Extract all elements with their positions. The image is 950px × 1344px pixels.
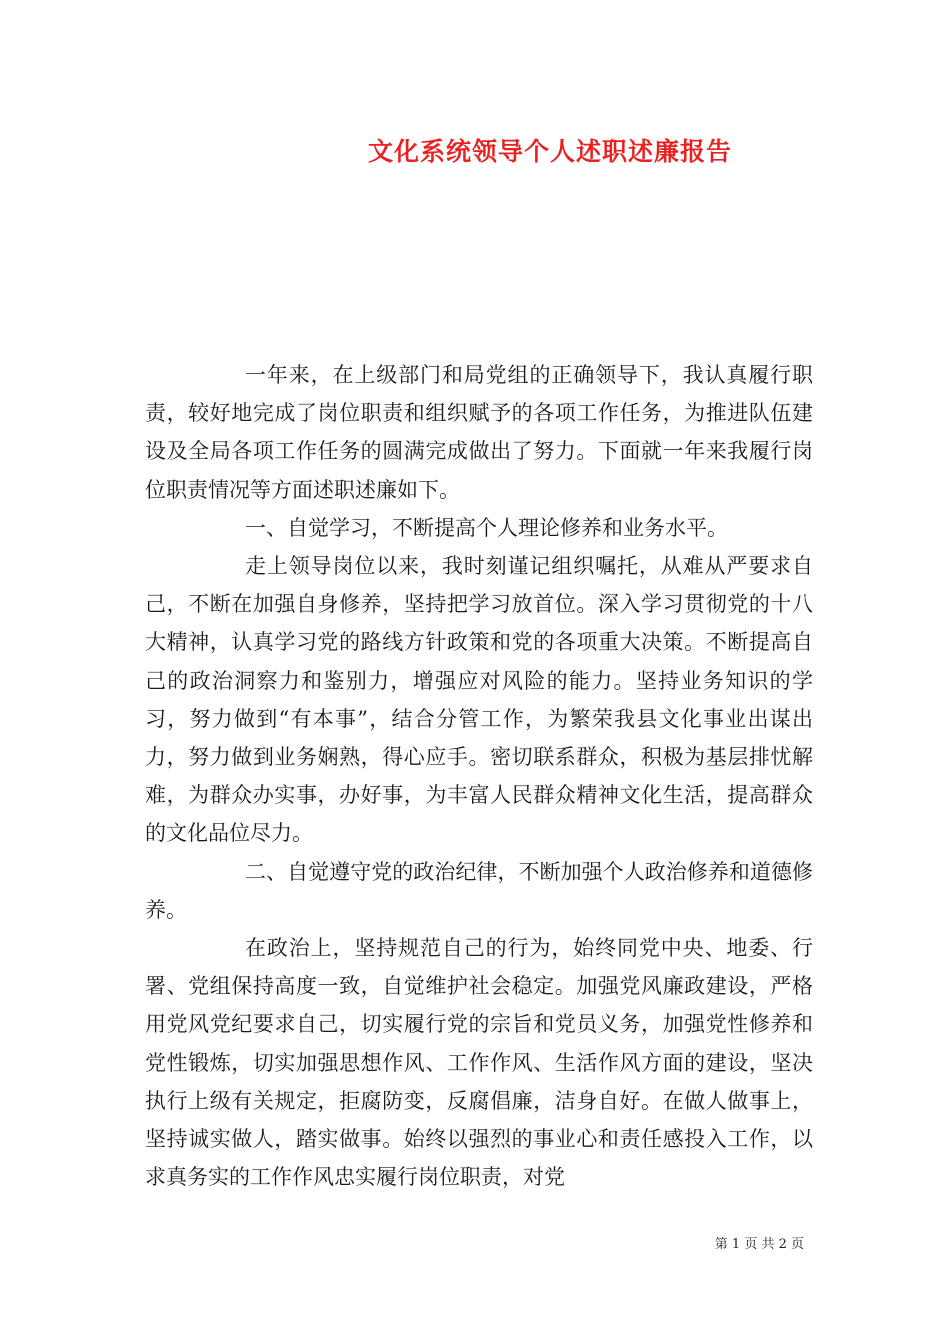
page-number: 第 1 页 共 2 页: [714, 1237, 804, 1252]
document-body: [145, 356, 813, 1196]
section-heading-1: 一、自觉学习，不断提高个人理论修养和业务水平。: [245, 515, 728, 540]
section-heading-2: 二、自觉遵守党的政治纪律，不断加强个人政治修养和道德修养。: [145, 859, 813, 922]
paragraph-intro: 一年来，在上级部门和局党组的正确领导下，我认真履行职责，较好地完成了岗位职责和组织赋予的各项工作任务，为推进队伍建设及全局各项工作任务的圆满完成做出了努力。下面就一年来我履行岗位职责情况等方面述职述廉如下。: [145, 363, 813, 502]
paragraph-section-1: 走上领导岗位以来，我时刻谨记组织嘱托，从难从严要求自己，不断在加强自身修养，坚持把学习放首位。深入学习贯彻党的十八大精神，认真学习党的路线方针政策和党的各项重大决策。不断提高自己的政治洞察力和鉴别力，增强应对风险的能力。坚持业务知识的学习，努力做到“有本事”，结合分管工作，为繁荣我县文化事业出谋出力，努力做到业务娴熟，得心应手。密切联系群众，积极为基层排忧解难，为群众办实事，办好事，为丰富人民群众精神文化生活，提高群众的文化品位尽力。: [145, 554, 813, 846]
paragraph-section-2: 在政治上，坚持规范自己的行为，始终同党中央、地委、行署、党组保持高度一致，自觉维护社会稳定。加强党风廉政建设，严格用党风党纪要求自己，切实履行党的宗旨和党员义务，加强党性修养和党性锻炼，切实加强思想作风、工作作风、生活作风方面的建设，坚决执行上级有关规定，拒腐防变，反腐倡廉，洁身自好。在做人做事上，坚持诚实做人，踏实做事。始终以强烈的事业心和责任感投入工作，以求真务实的工作作风忠实履行岗位职责，对党: [145, 936, 813, 1190]
document-title: 文化系统领导个人述职述廉报告: [367, 137, 732, 166]
